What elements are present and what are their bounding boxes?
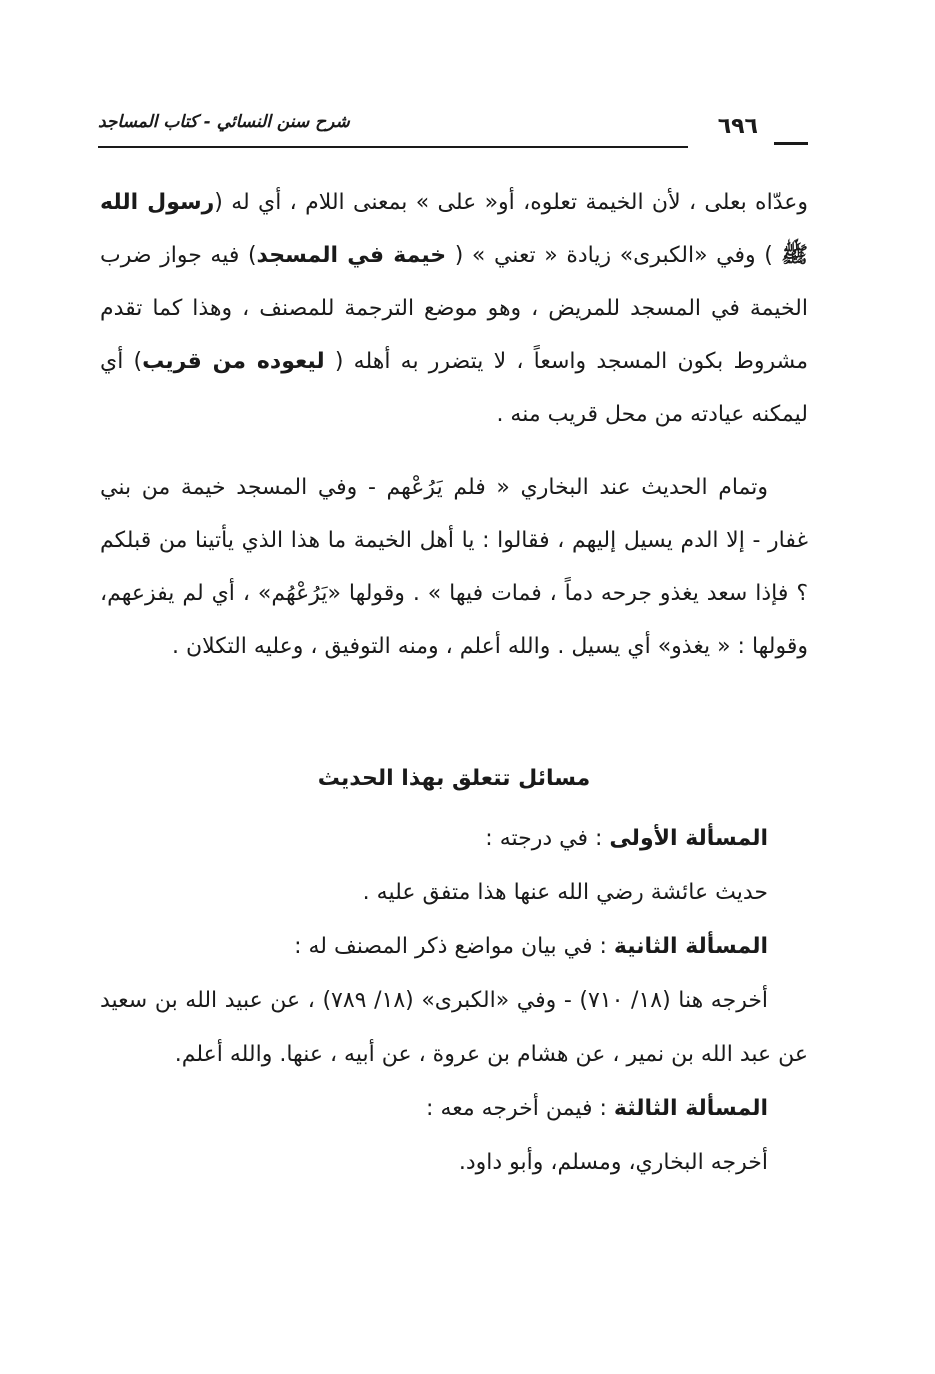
issue-2-text: أخرجه هنا (١٨/ ٧١٠) - وفي «الكبرى» (١٨/ ٧٨٩) ، عن عبيد الله بن سعيد عن عبد الله بن نمير ، عن هشام بن عروة ، عن أبيه ، عنها. والله أعلم. — [100, 988, 808, 1067]
issues-section — [100, 812, 808, 1190]
issue-3-text: أخرجه البخاري، ومسلم، وأبو داود. — [458, 1150, 768, 1175]
paragraph-1-text-3: ) فيه جواز ضرب الخيمة في المسجد للمريض ، وهو موضع الترجمة للمصنف ، وهذا كما تقدم مشروط بكون المسجد واسعاً ، لا يتضرر به أهله ( — [100, 243, 808, 374]
issue-2-desc: : في بيان مواضع ذكر المصنف له : — [294, 934, 607, 959]
issue-3-title: المسألة الثالثة — [613, 1096, 768, 1121]
running-title: شرح سنن النسائي - كتاب المساجد — [98, 112, 350, 132]
issue-1-desc: : في درجته : — [485, 826, 603, 851]
page-number: ٦٩٦ — [717, 114, 758, 139]
paragraph-1-text-2: ) وفي «الكبرى» زيادة « تعني » ( — [446, 243, 782, 268]
paragraph-1-bold-1: رسول الله ﷺ — [100, 190, 808, 268]
paragraph-1-bold-3: ليعوده من قريب — [142, 349, 325, 374]
issue-3-heading — [100, 1082, 808, 1136]
issue-2-title: المسألة الثانية — [613, 934, 768, 959]
paragraph-1-text-1: وعدّاه بعلى ، لأن الخيمة تعلوه، أو« على » بمعنى اللام ، أي له ( — [214, 190, 808, 215]
paragraph-2: وتمام الحديث عند البخاري « فلم يَرُعْهم - وفي المسجد خيمة من بني غفار - إلا الدم يسيل إليهم ، فقالوا : يا أهل الخيمة ما هذا الذي يأتينا من قبلكم ؟ فإذا سعد يغذو جرحه دماً ، فمات فيها » . وقولها «يَرُعْهُم» ، أي لم يفزعهم، وقولها : « يغذو» أي يسيل . والله أعلم ، ومنه التوفيق ، وعليه التكلان . — [100, 475, 808, 659]
issue-1-text: حديث عائشة رضي الله عنها هذا متفق عليه . — [362, 880, 768, 905]
paragraph-1 — [100, 176, 808, 441]
main-text — [100, 176, 808, 673]
issue-3-desc: : فيمن أخرجه معه : — [426, 1096, 607, 1121]
section-heading: مسائل تتعلق بهذا الحديث — [317, 766, 591, 791]
issue-2-heading — [100, 920, 808, 974]
paragraph-1-bold-2: خيمة في المسجد — [256, 243, 447, 268]
header-rule — [98, 146, 688, 148]
header-dash — [774, 142, 808, 145]
issue-1-heading — [100, 812, 808, 866]
issue-1-title: المسألة الأولى — [609, 826, 768, 851]
paragraph-1-text-4: ) أي ليمكنه عيادته من محل قريب منه . — [100, 349, 808, 427]
page-header — [98, 112, 808, 152]
